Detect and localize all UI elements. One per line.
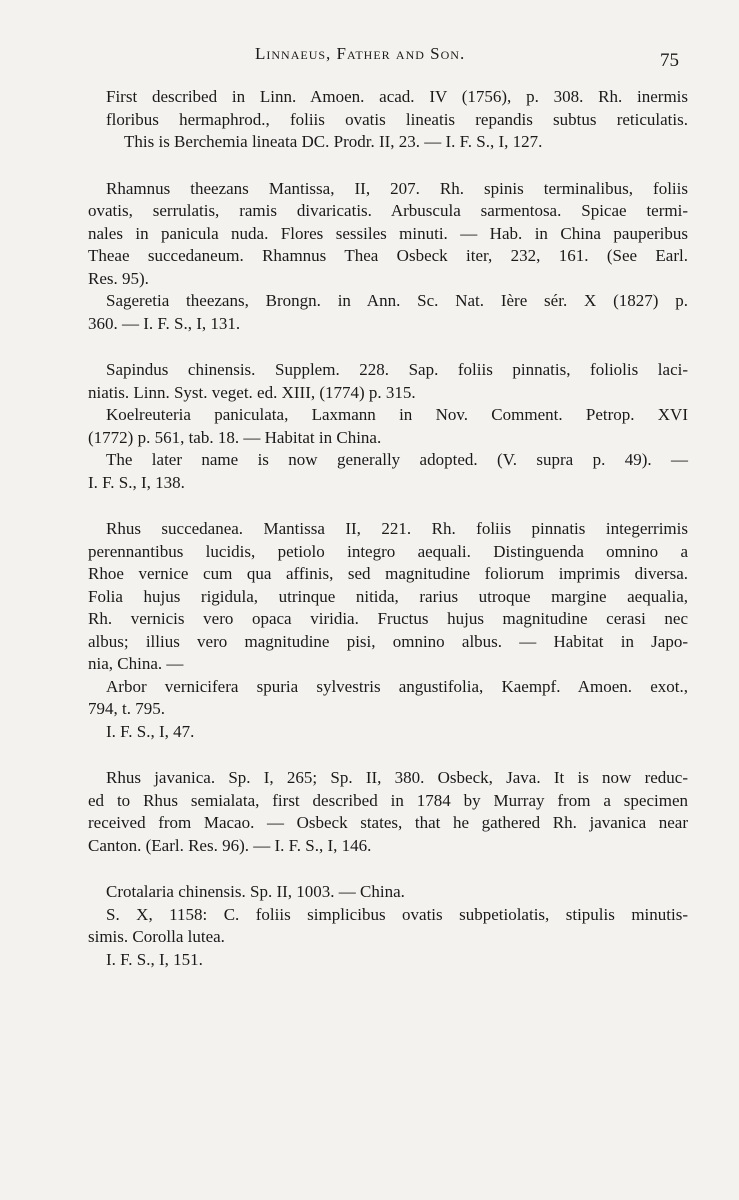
entry-berchemia: [88, 86, 688, 154]
text-line: Sapindus chinensis. Supplem. 228. Sap. foliis pinnatis, foliolis laci-: [106, 360, 688, 379]
text-line: Rh. vernicis vero opaca viridia. Fructus hujus magnitudine cerasi nec: [88, 609, 688, 628]
text-line: nales in panicula nuda. Flores sessiles minuti. — Hab. in China pauperibus: [88, 223, 688, 243]
entry-sapindus-chinensis: [88, 359, 688, 494]
text-line: I. F. S., I, 151.: [106, 949, 203, 969]
text-line: 794, t. 795.: [88, 699, 165, 718]
text-line: Theae succedaneum. Rhamnus Thea Osbeck iter, 232, 161. (See Earl.: [88, 246, 688, 265]
text-line: Folia hujus rigidula, utrinque nitida, rarius utroque margine aequalia,: [88, 586, 688, 606]
text-line: Res. 95).: [88, 268, 149, 288]
body-text: [88, 86, 688, 971]
text-line: S. X, 1158: C. foliis simplicibus ovatis subpetiolatis, stipulis minutis-: [106, 904, 688, 924]
page-number: 75: [660, 50, 679, 71]
running-title: Linnaeus, Father and Son.: [255, 44, 466, 63]
text-line: albus; illius vero magnitudine pisi, omnino albus. — Habitat in Japo-: [88, 631, 688, 651]
entry-rhus-javanica: [88, 767, 688, 857]
text-line: Canton. (Earl. Res. 96). — I. F. S., I, 146.: [88, 835, 372, 855]
text-line: floribus hermaphrod., foliis ovatis lineatis repandis subtus reticulatis.: [106, 109, 688, 129]
text-line: simis. Corolla lutea.: [88, 927, 225, 946]
text-line: 360. — I. F. S., I, 131.: [88, 313, 241, 333]
text-line: I. F. S., I, 47.: [106, 721, 195, 741]
text-line: Rhamnus theezans Mantissa, II, 207. Rh. spinis terminalibus, foliis: [106, 178, 688, 198]
text-line: I. F. S., I, 138.: [88, 472, 185, 492]
text-line: This is Berchemia lineata DC. Prodr. II, 23. — I. F. S., I, 127.: [124, 132, 543, 151]
text-line: ed to Rhus semialata, first described in 1784 by Murray from a specimen: [88, 790, 688, 810]
text-line: First described in Linn. Amoen. acad. IV (1756), p. 308. Rh. inermis: [106, 87, 688, 106]
text-line: Koelreuteria paniculata, Laxmann in Nov. Comment. Petrop. XVI: [106, 405, 688, 424]
text-line: ovatis, serrulatis, ramis divaricatis. Arbuscula sarmentosa. Spicae termi-: [88, 201, 688, 220]
text-line: (1772) p. 561, tab. 18. — Habitat in China.: [88, 427, 382, 447]
entry-rhus-succedanea: [88, 518, 688, 743]
text-line: Sageretia theezans, Brongn. in Ann. Sc. Nat. Ière sér. X (1827) p.: [106, 291, 688, 310]
text-line: niatis. Linn. Syst. veget. ed. XIII, (1774) p. 315.: [88, 382, 416, 402]
text-line: received from Macao. — Osbeck states, that he gathered Rh. javanica near: [88, 813, 688, 832]
text-line: Arbor vernicifera spuria sylvestris angustifolia, Kaempf. Amoen. exot.,: [106, 676, 688, 696]
text-line: perennantibus lucidis, petiolo integro aequali. Distinguenda omnino a: [88, 541, 688, 561]
text-line: The later name is now generally adopted. (V. supra p. 49). —: [106, 450, 688, 469]
entry-rhamnus-theezans: [88, 178, 688, 336]
entry-crotalaria-chinensis: [88, 881, 688, 971]
text-line: Crotalaria chinensis. Sp. II, 1003. — China.: [106, 882, 405, 901]
text-line: Rhoe vernice cum qua affinis, sed magnitudine foliorum imprimis diversa.: [88, 564, 688, 583]
text-line: Rhus javanica. Sp. I, 265; Sp. II, 380. Osbeck, Java. It is now reduc-: [106, 768, 688, 787]
text-line: Rhus succedanea. Mantissa II, 221. Rh. foliis pinnatis integerrimis: [106, 519, 688, 538]
text-line: nia, China. —: [88, 654, 184, 673]
page-header: [0, 44, 739, 74]
